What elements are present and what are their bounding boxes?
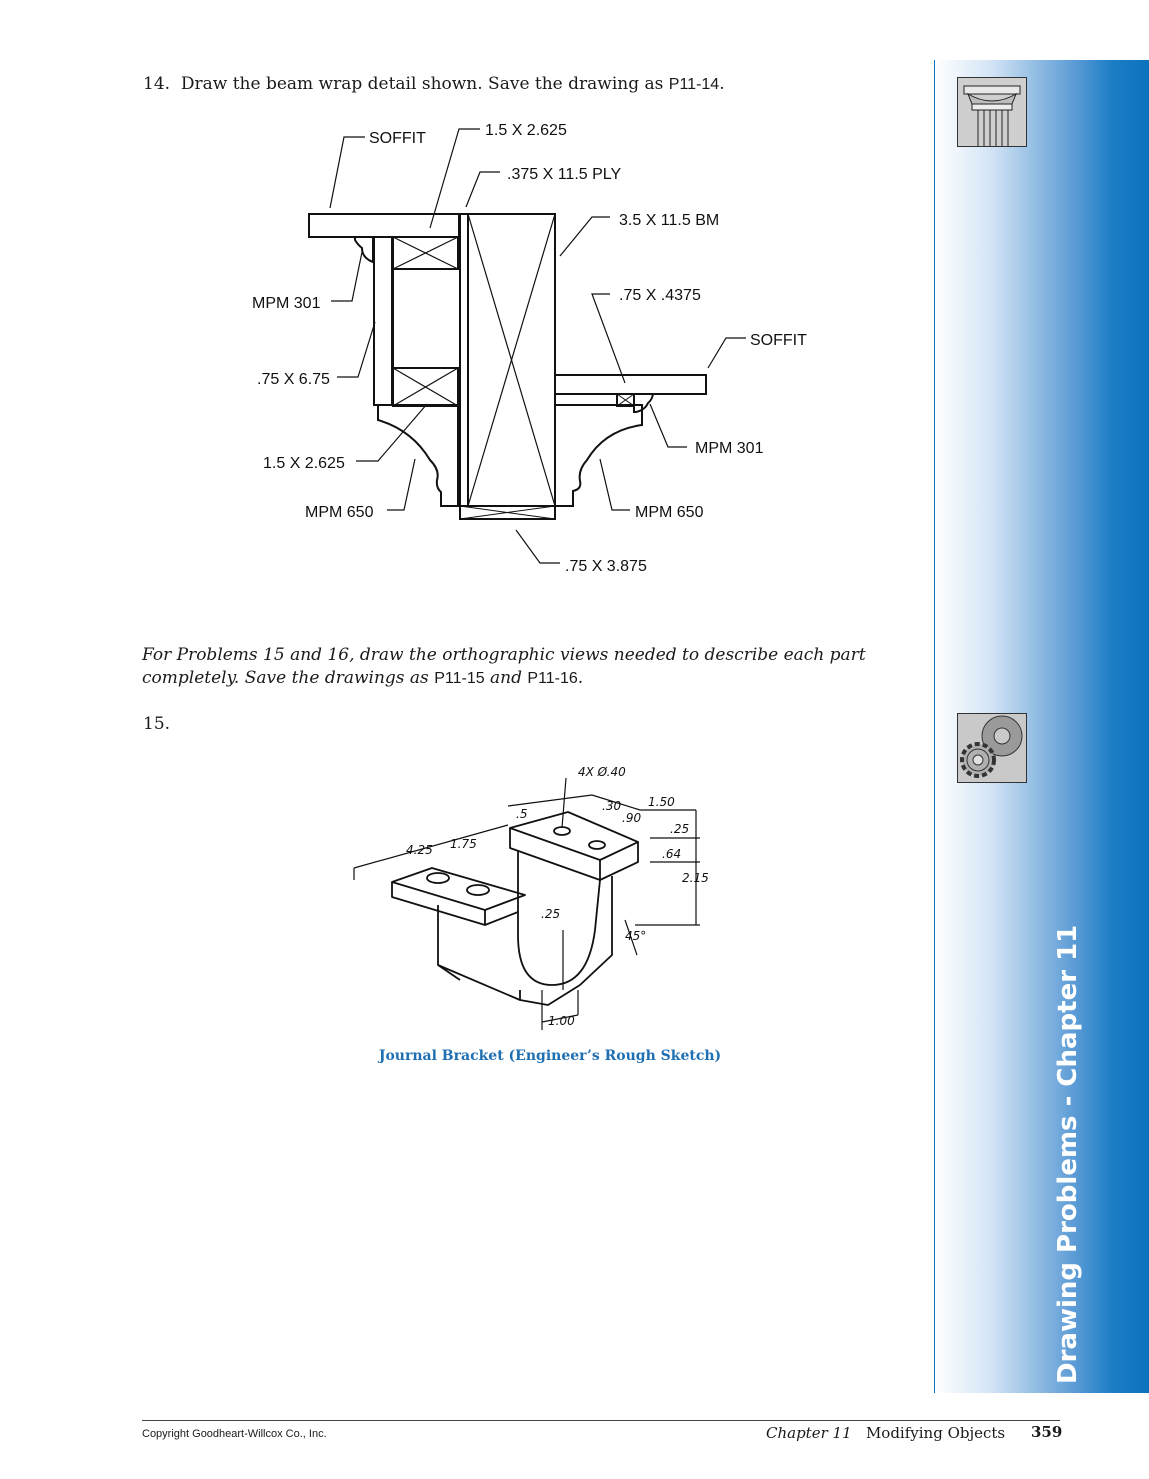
- footer-divider: [142, 1420, 1060, 1421]
- label-mpm301-right: MPM 301: [695, 440, 764, 457]
- instructions-paragraph: For Problems 15 and 16, draw the orthographic views needed to describe each part completely. Save the drawings as P11-15 and P11-16.: [142, 645, 866, 688]
- sidebar-title: Drawing Problems - Chapter 11: [1053, 924, 1083, 1384]
- dim-150: 1.50: [648, 795, 675, 809]
- filename: P11-16: [527, 670, 578, 687]
- label-soffit-right: SOFFIT: [750, 332, 807, 349]
- label-side-board: .75 X 6.75: [257, 371, 330, 388]
- dim-175: 1.75: [450, 837, 477, 851]
- page-number: 359: [1031, 1423, 1063, 1441]
- filename: P11-14: [668, 76, 720, 93]
- dim-25b: .25: [541, 907, 561, 921]
- label-beam: 3.5 X 11.5 BM: [619, 212, 720, 229]
- gears-icon: [957, 713, 1027, 783]
- dim-90: .90: [622, 811, 642, 825]
- label-ply: .375 X 11.5 PLY: [507, 166, 622, 183]
- problem-text: Draw the beam wrap detail shown. Save the drawing as: [180, 74, 664, 94]
- label-top-block: 1.5 X 2.625: [485, 122, 567, 139]
- label-soffit-top: SOFFIT: [369, 130, 426, 147]
- label-mpm301-left: MPM 301: [252, 295, 321, 312]
- dim-100: 1.00: [548, 1014, 575, 1028]
- filename: P11-15: [434, 670, 485, 687]
- dim-30: .30: [602, 799, 622, 813]
- label-bottom-board: .75 X 3.875: [565, 558, 647, 575]
- label-strip: .75 X .4375: [619, 287, 701, 304]
- problem-14-heading: 14. Draw the beam wrap detail shown. Save the drawing as P11-14.: [143, 74, 725, 94]
- dim-5: .5: [516, 807, 528, 821]
- figure-caption: Journal Bracket (Engineer’s Rough Sketch): [378, 1048, 722, 1064]
- column-capital-icon: [957, 77, 1027, 147]
- problem-number: 14.: [143, 74, 171, 94]
- label-mpm650-left: MPM 650: [305, 504, 374, 521]
- dim-215: 2.15: [682, 871, 709, 885]
- chapter-reference: Chapter 11 Modifying Objects: [766, 1424, 1006, 1442]
- dim-25a: .25: [670, 822, 690, 836]
- dim-45: 45°: [625, 929, 647, 943]
- dim-64: .64: [662, 847, 682, 861]
- label-bottom-block: 1.5 X 2.625: [263, 455, 345, 472]
- dim-425: 4.25: [406, 843, 433, 857]
- dim-holes: 4X Ø.40: [578, 765, 626, 779]
- problem-15-number: 15.: [143, 714, 171, 734]
- label-mpm650-right: MPM 650: [635, 504, 704, 521]
- copyright: Copyright Goodheart-Willcox Co., Inc.: [142, 1428, 327, 1440]
